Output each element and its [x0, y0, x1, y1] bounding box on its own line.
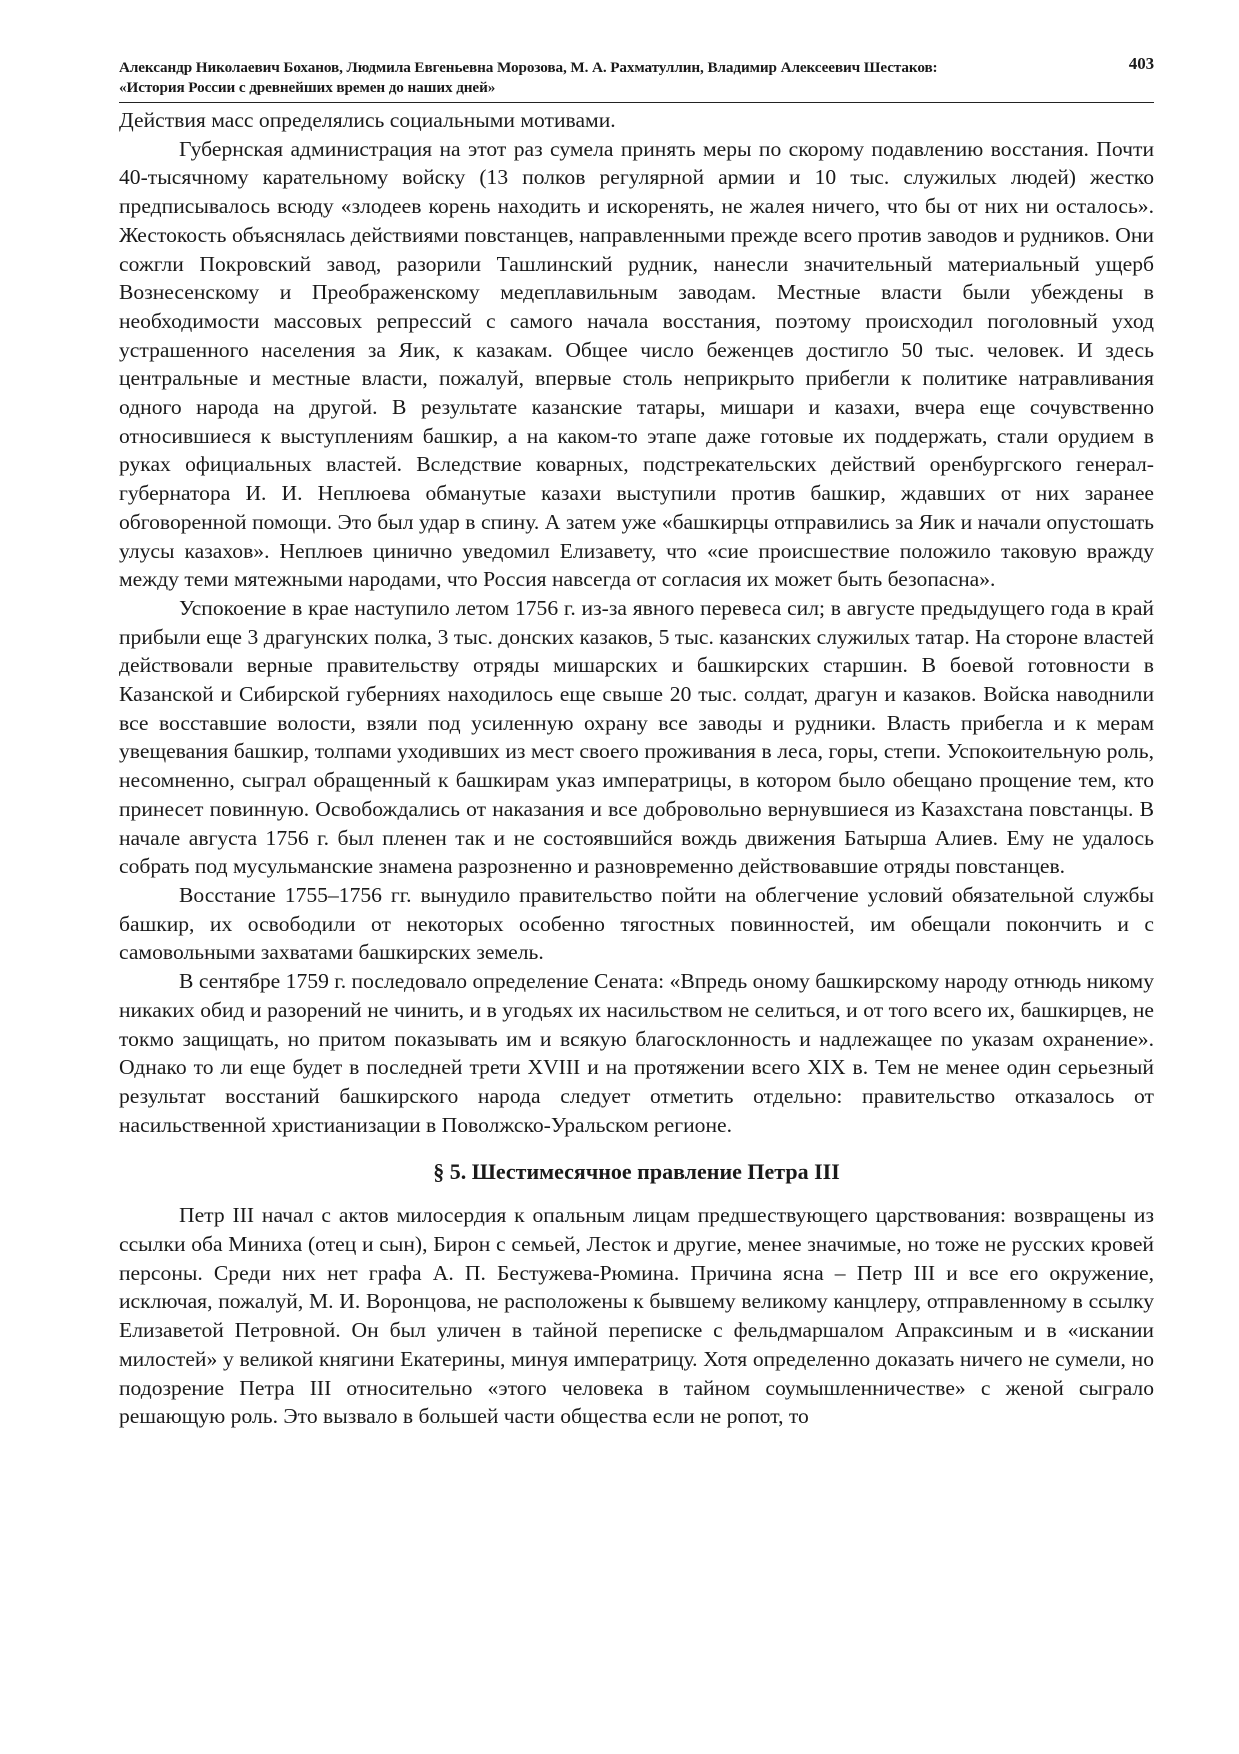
paragraph: Успокоение в крае наступило летом 1756 г. из-за явного перевеса сил; в августе предыдущего года в край прибыли еще 3 драгунских полка, 3 тыс. донских казаков, 5 тыс. казанских служилых татар. На стороне властей действовали верные правительству отряды мишарских и башкирских старшин. В боевой готовности в Казанской и Сибирской губерниях находилось еще свыше 20 тыс. солдат, драгун и казаков. Войска наводнили все восставшие волости, взяли под усиленную охрану все заводы и рудники. Власть прибегла и к мерам увещевания башкир, толпами уходивших из мест своего проживания в леса, горы, степи. Успокоительную роль, несомненно, сыграл обращенный к башкирам указ императрицы, в котором было обещано прощение тем, кто принесет повинную. Освобождались от наказания и все добровольно вернувшиеся из Казахстана повстанцы. В начале августа 1756 г. был пленен так и не состоявшийся вождь движения Батырша Алиев. Ему не удалось собрать под мусульманские знамена разрозненно и разновременно действовавшие отряды повстанцев.: [119, 595, 1154, 879]
paragraph: Петр III начал с актов милосердия к опальным лицам предшествующего царствования: возвращены из ссылки оба Миниха (отец и сын), Бирон с семьей, Лесток и другие, менее значимые, но тоже не русских кровей персоны. Среди них нет графа А. П. Бестужева-Рюмина. Причина ясна – Петр III и все его окружение, исключая, пожалуй, М. И. Воронцова, не расположены к бывшему великому канцлеру, отправленному в ссылку Елизаветой Петровной. Он был уличен в тайной переписке с фельдмаршалом Апраксиным и в «искании милостей» у великой княгини Екатерины, минуя императрицу. Хотя определенно доказать ничего не сумели, но подозрение Петра III относительно «этого человека в тайном соумышленничестве» с женой сыграло решающую роль. Это вызвало в большей части общества если не ропот, то: [119, 1203, 1154, 1429]
page-number: 403: [1128, 54, 1154, 73]
paragraph: Действия масс определялись социальными мотивами.: [119, 108, 616, 132]
header-book-title: «История России с древнейших времен до наших дней»: [119, 79, 496, 96]
page-body: [119, 106, 1154, 1431]
header-divider: [119, 102, 1154, 103]
paragraph: Губернская администрация на этот раз сумела принять меры по скорому подавлению восстания. Почти 40-тысячному карательному войску (13 полков регулярной армии и 10 тыс. служилых людей) жестко предписывалось всюду «злодеев корень находить и искоренять, не жалея ничего, что бы от них ни осталось». Жестокость объяснялась действиями повстанцев, направленными прежде всего против заводов и рудников. Они сожгли Покровский завод, разорили Ташлинский рудник, нанесли значительный материальный ущерб Вознесенскому и Преображенскому медеплавильным заводам. Местные власти были убеждены в необходимости массовых репрессий с самого начала восстания, поэтому происходил поголовный уход устрашенного населения за Яик, к казакам. Общее число беженцев достигло 50 тыс. человек. И здесь центральные и местные власти, пожалуй, впервые столь неприкрыто прибегли к политике натравливания одного народа на другой. В результате казанские татары, мишари и казахи, вчера еще сочувственно относившиеся к выступлениям башкир, а на каком-то этапе даже готовые их поддержать, стали орудием в руках официальных властей. Вследствие коварных, подстрекательских действий оренбургского генерал-губернатора И. И. Неплюева обманутые казахи выступили против башкир, ждавших от них заранее обговоренной помощи. Это был удар в спину. А затем уже «башкирцы отправились за Яик и начали опустошать улусы казахов». Неплюев цинично уведомил Елизавету, что «сие происшествие положило таковую вражду между теми мятежными народами, что Россия навсегда от согласия их может быть безопасна».: [119, 136, 1154, 592]
page-header: [119, 54, 1154, 98]
paragraph: Восстание 1755–1756 гг. вынудило правительство пойти на облегчение условий обязательной службы башкир, их освободили от некоторых особенно тягостных повинностей, им обещали покончить и с самовольными захватами башкирских земель.: [119, 882, 1154, 965]
section-title: § 5. Шестимесячное правление Петра III: [433, 1159, 840, 1185]
paragraph: В сентябре 1759 г. последовало определение Сената: «Впредь оному башкирскому народу отнюдь никому никаких обид и разорений не чинить, и в угодьях их насильством не селиться, и от того всего их, башкирцев, не токмо защищать, но притом показывать им и всякую благосклонность и надлежащее по указам охранение». Однако то ли еще будет в последней трети XVIII и на протяжении всего XIX в. Тем не менее один серьезный результат восстаний башкирского народа следует отметить отдельно: правительство отказалось от насильственной христианизации в Поволжско-Уральском регионе.: [119, 969, 1154, 1137]
header-authors: Александр Николаевич Боханов, Людмила Евгеньевна Морозова, М. А. Рахматуллин, Владимир Алексеевич Шестаков:: [119, 59, 938, 76]
